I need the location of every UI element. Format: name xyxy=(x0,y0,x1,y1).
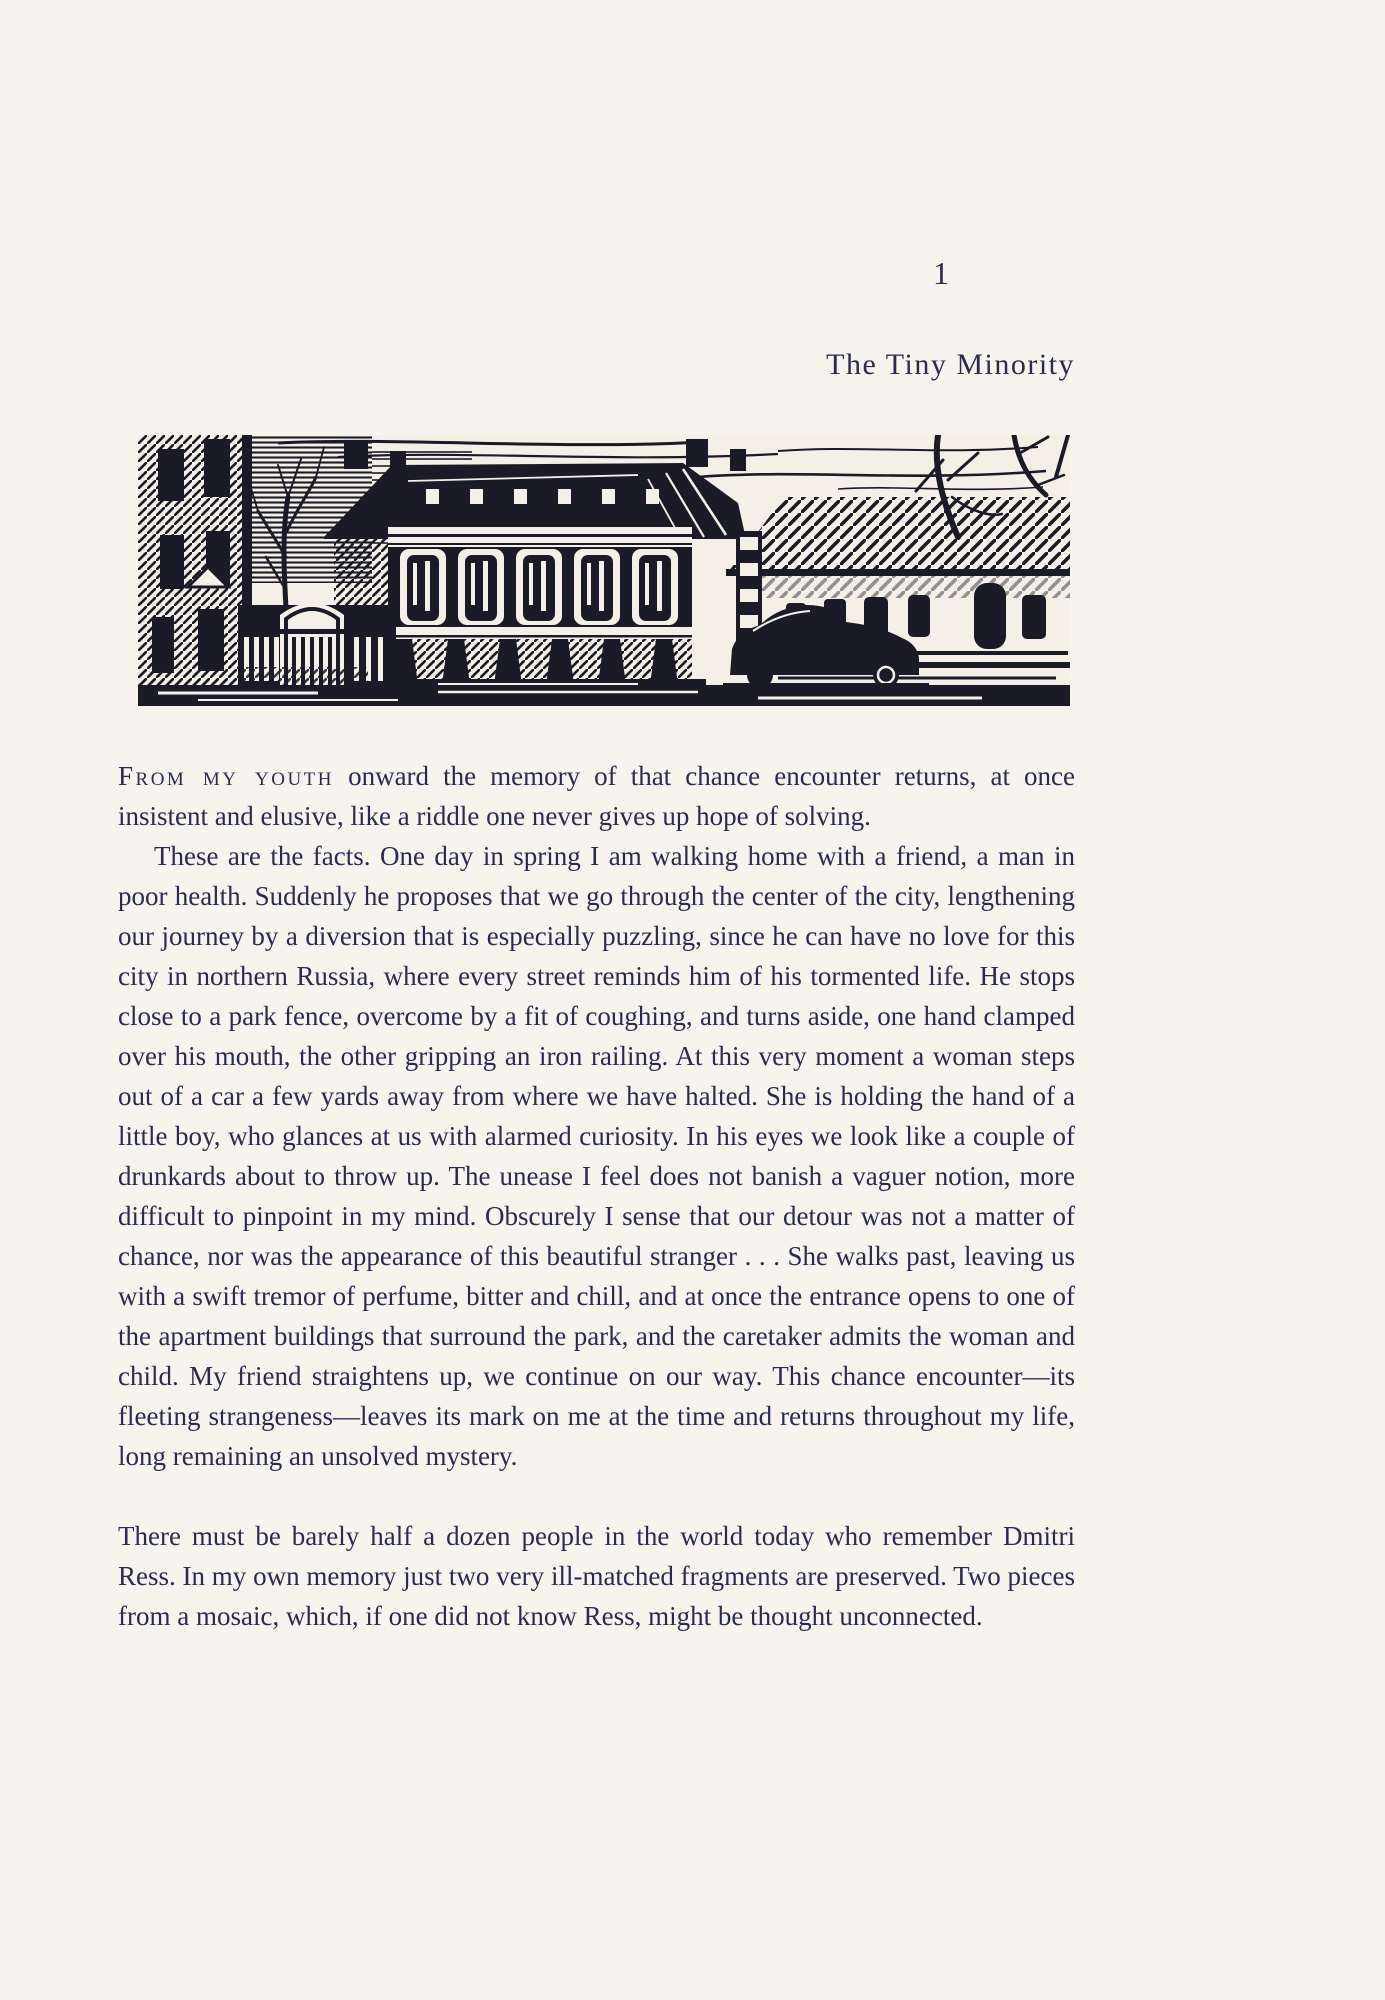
body-text xyxy=(118,756,1075,1636)
ink-drawing-street-scene xyxy=(138,435,1070,706)
lead-in-small-caps: From my youth xyxy=(118,761,335,791)
paragraph-opening xyxy=(118,756,1075,836)
chapter-illustration xyxy=(138,435,1070,706)
apartment-building-left xyxy=(138,435,252,687)
chapter-title: The Tiny Minority xyxy=(826,348,1075,381)
paragraph-facts: These are the facts. One day in spring I am walking home with a friend, a man in poor health. Suddenly he proposes that we go through the center of the city, lengthening our journey by a diversion that is especially puzzling, since he can have no love for this city in northern Russia, where every street reminds him of his tormented life. He stops close to a park fence, overcome by a fit of coughing, and turns aside, one hand clamped over his mouth, the other gripping an iron railing. At this very moment a woman steps out of a car a few yards away from where we have halted. She is holding the hand of a little boy, who glances at us with alarmed curiosity. In his eyes we look like a couple of drunkards about to throw up. The unease I feel does not banish a vaguer notion, more difficult to pinpoint in my mind. Obscurely I sense that our detour was not a matter of chance, nor was the appearance of this beautiful stranger . . . She walks past, leaving us with a swift tremor of perfume, bitter and chill, and at once the entrance opens to one of the apartment buildings that surround the park, and the caretaker admits the woman and child. My friend straightens up, we continue on our way. This chance encounter—its fleeting strangeness—leaves its mark on me at the time and returns throughout my life, long remaining an unsolved mystery. xyxy=(118,841,1075,1471)
paragraph-opening-rest: onward the memory of that chance encounter returns, at once insistent and elusive, like a riddle one never gives up hope of solving. xyxy=(118,761,1075,831)
paragraph-ress: There must be barely half a dozen people in the world today who remember Dmitri Ress. In my own memory just two very ill-matched fragments are preserved. Two pieces from a mosaic, which, if one did not know Ress, might be thought unconnected. xyxy=(118,1521,1075,1631)
chapter-number: 1 xyxy=(933,255,950,291)
